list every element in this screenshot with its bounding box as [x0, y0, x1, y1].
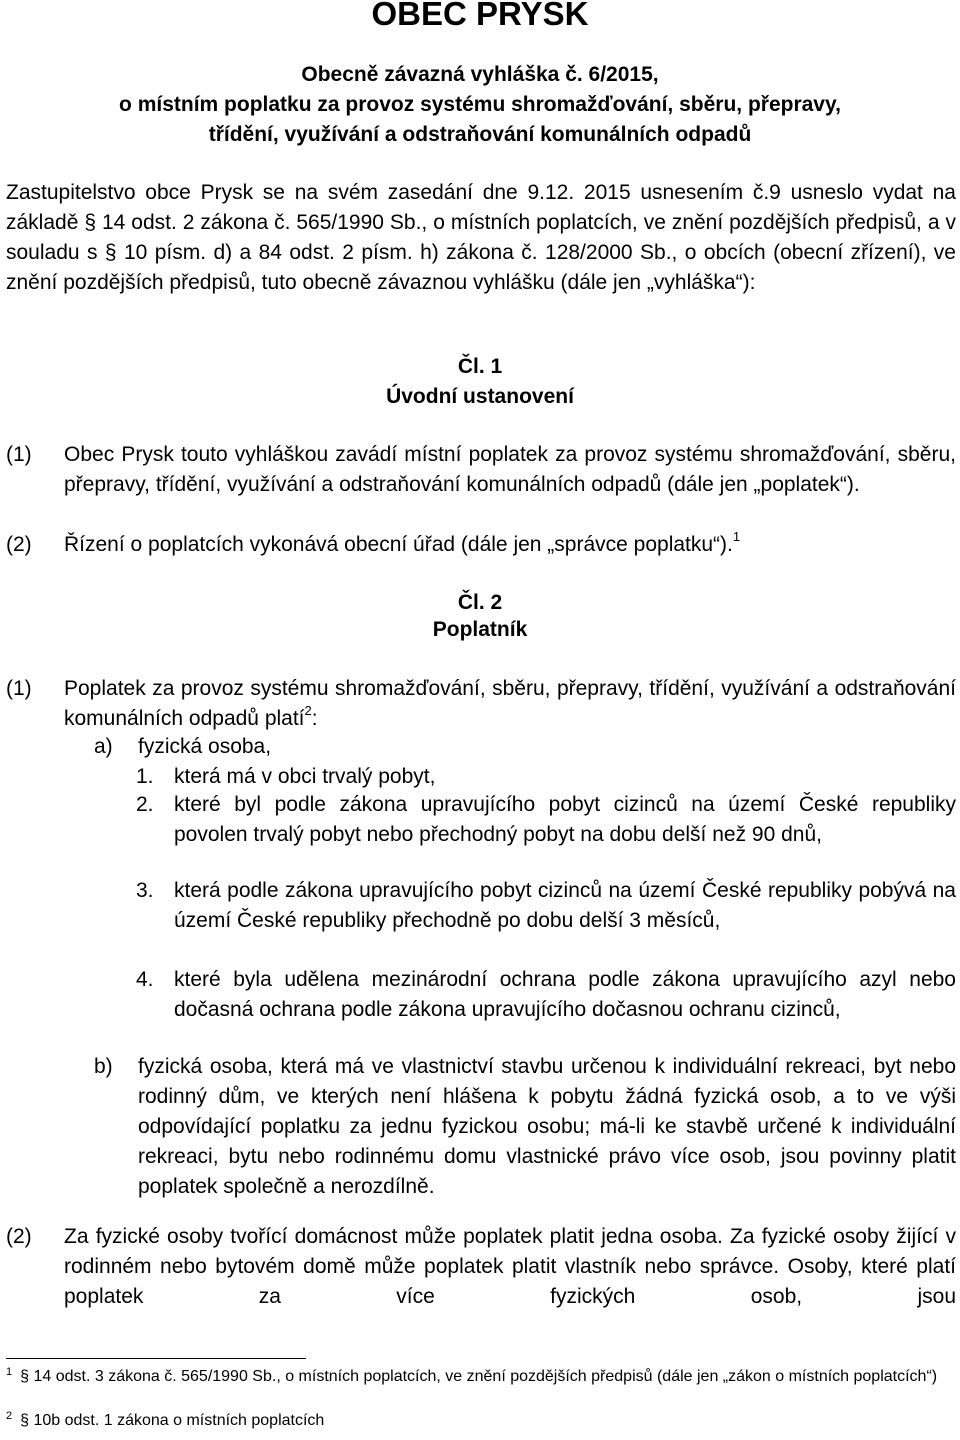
page-title: OBEC PRYSK	[371, 0, 589, 32]
footnote	[6, 1366, 956, 1388]
subitem-number: 3.	[136, 879, 154, 902]
subitem-text: která má v obci trvalý pobyt,	[174, 765, 436, 788]
item-label: a)	[94, 735, 113, 758]
item-text: fyzická osoba, která má ve vlastnictví stavbu určenou k individuální rekreaci, byt nebo rodinný dům, ve kterých není hlášena k pobytu žádná fyzická osob, a to ve výši odpovídající poplatku za jednu fyzickou osobu; má-li ke stavbě určené k individuální rekreaci, bytu nebo rodinnému domu vlastnické právo více osob, jsou povinny platit poplatek společně a nerozdílně.	[138, 1055, 956, 1198]
footnote-divider	[6, 1358, 306, 1359]
article-number: Čl. 1	[457, 355, 503, 378]
footnote-text: § 14 odst. 3 zákona č. 565/1990 Sb., o místních poplatcích, ve znění pozdějších předpisů (dále jen „zákon o místních poplatcích“)	[20, 1368, 938, 1385]
paragraph-number: (2)	[6, 533, 32, 556]
footnote	[6, 1410, 956, 1432]
article-number: Čl. 2	[457, 591, 503, 614]
subitem-number: 1.	[136, 765, 154, 788]
paragraph-text: Obec Prysk touto vyhláškou zavádí místní poplatek za provoz systému shromažďování, sběru, přepravy, třídění, využívání a odstraňování komunálních odpadů (dále jen „poplatek“).	[64, 443, 956, 496]
subtitle-line: Obecně závazná vyhláška č. 6/2015,	[301, 63, 659, 86]
item-text: fyzická osoba,	[138, 735, 272, 758]
subitem-number: 4.	[136, 968, 154, 991]
paragraph-number: (1)	[6, 677, 32, 700]
footnote-number: 1	[6, 1365, 13, 1378]
item-label: b)	[94, 1055, 113, 1078]
subtitle-line: o místním poplatku za provoz systému shromažďování, sběru, přepravy,	[119, 93, 841, 116]
footnote-ref: 1	[732, 529, 741, 544]
footnote-number: 2	[6, 1409, 13, 1422]
colon: :	[311, 707, 318, 730]
subitem-number: 2.	[136, 793, 154, 816]
paragraph-text	[64, 530, 740, 560]
footnote-ref: 2	[304, 703, 312, 718]
paragraph-text-body: Řízení o poplatcích vykonává obecní úřad (dále jen „správce poplatku“).	[64, 533, 733, 556]
footnote-text: § 10b odst. 1 zákona o místních poplatcích	[20, 1412, 325, 1429]
paragraph-text: Za fyzické osoby tvořící domácnost může poplatek platit jedna osoba. Za fyzické osoby žijící v rodinném nebo bytovém domě může poplatek platit vlastník nebo správce. Osoby, které platí poplatek za více fyzických osob, jsou	[64, 1225, 956, 1308]
subitem-text: které byl podle zákona upravujícího pobyt cizinců na území České republiky povolen trvalý pobyt nebo přechodný pobyt na dobu delší než 90 dnů,	[174, 793, 956, 846]
regulation-subtitle	[0, 60, 960, 150]
paragraph-text-body: Poplatek za provoz systému shromažďování, sběru, přepravy, třídění, využívání a odstraňování komunálních odpadů platí	[64, 677, 956, 730]
preamble-text: Zastupitelstvo obce Prysk se na svém zasedání dne 9.12. 2015 usnesením č.9 usneslo vydat na základě § 14 odst. 2 zákona č. 565/1990 Sb., o místních poplatcích, ve znění pozdějších předpisů, a v souladu s § 10 písm. d) a 84 odst. 2 písm. h) zákona č. 128/2000 Sb., o obcích (obecní zřízení), ve znění pozdějších předpisů, tuto obecně závaznou vyhlášku (dále jen „vyhláška“):	[6, 181, 956, 294]
subtitle-line: třídění, využívání a odstraňování komunálních odpadů	[208, 123, 752, 146]
article-heading: Úvodní ustanovení	[386, 385, 574, 408]
subitem-text: které byla udělena mezinárodní ochrana podle zákona upravujícího azyl nebo dočasná ochrana podle zákona upravujícího dočasnou ochranu cizinců,	[174, 968, 956, 1021]
subitem-text: která podle zákona upravujícího pobyt cizinců na území České republiky pobývá na území České republiky přechodně po dobu delší 3 měsíců,	[174, 879, 956, 932]
paragraph-number: (2)	[6, 1225, 32, 1248]
paragraph-text	[64, 674, 956, 734]
paragraph-number: (1)	[6, 443, 32, 466]
article-heading: Poplatník	[432, 618, 528, 641]
